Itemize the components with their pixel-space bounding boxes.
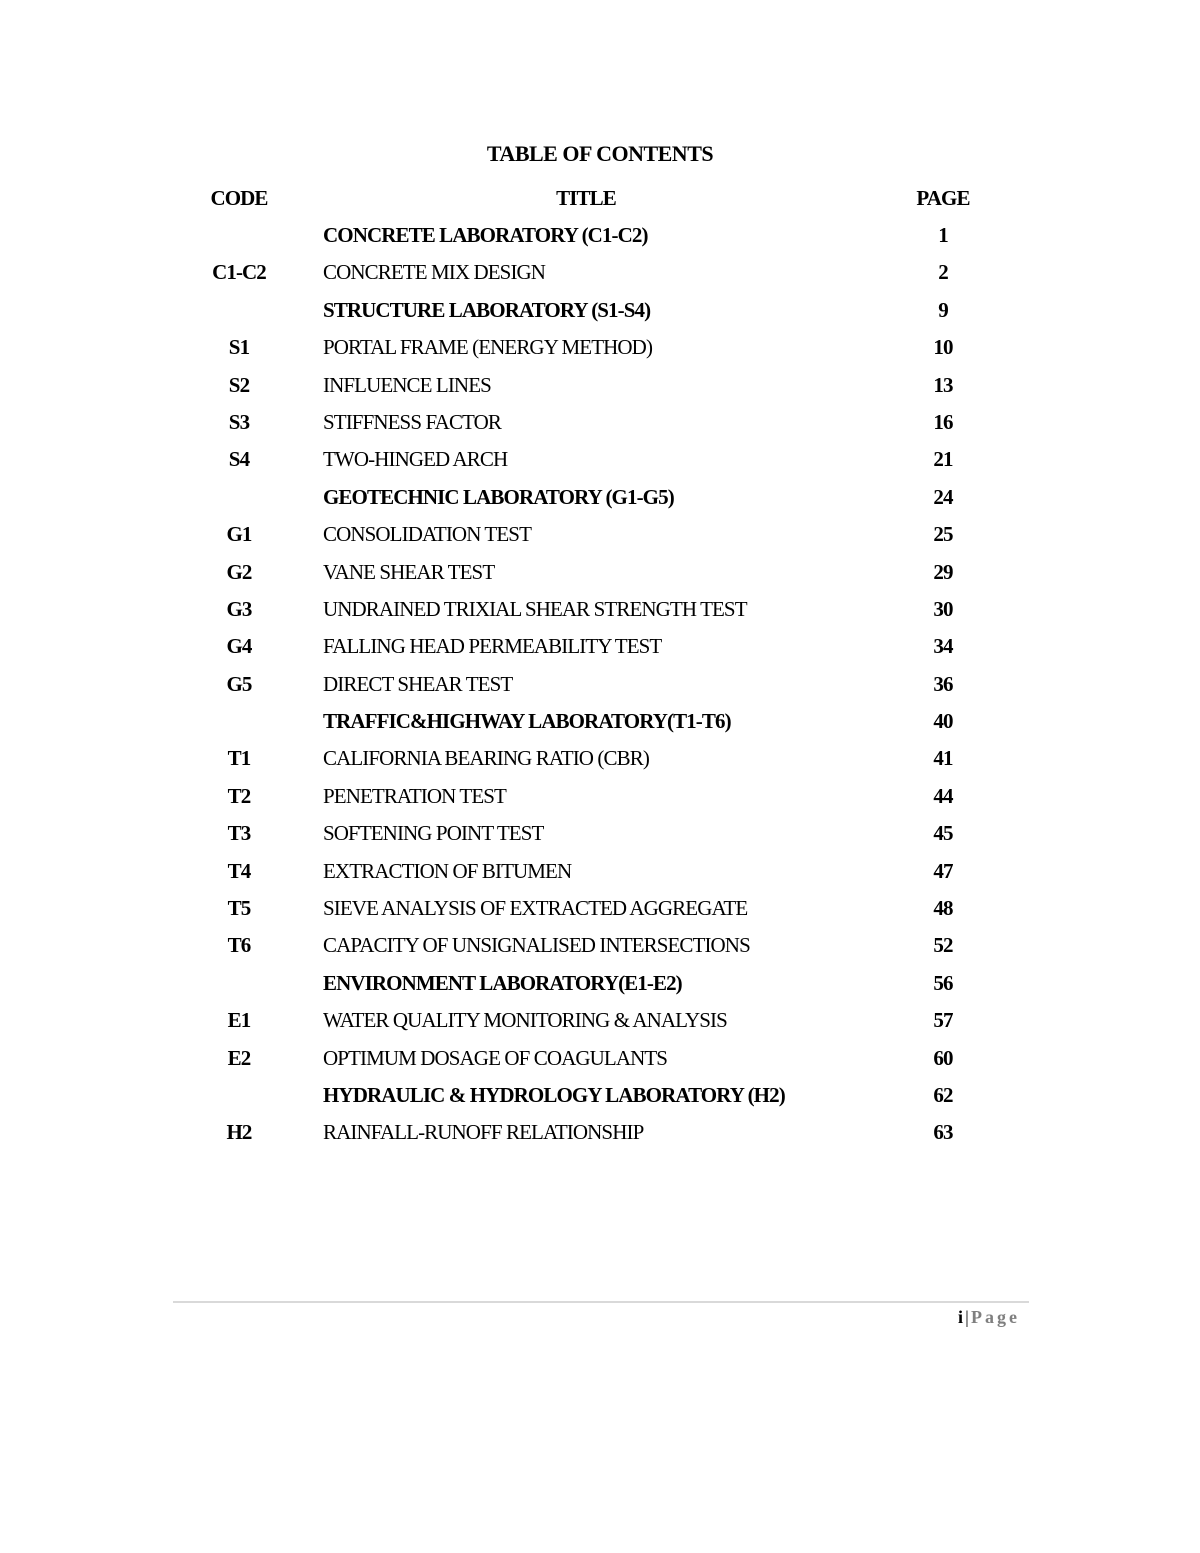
toc-title: WATER QUALITY MONITORING & ANALYSIS [323,1008,727,1033]
toc-title: INFLUENCE LINES [323,372,491,397]
toc-page-number: 36 [933,671,953,696]
toc-title: TRAFFIC&HIGHWAY LABORATORY(T1-T6) [323,709,731,734]
toc-entry-row [175,560,1025,597]
toc-header-row [175,186,1025,223]
toc-code: G2 [226,559,252,584]
toc-code: S3 [228,409,250,434]
toc-code: G5 [226,671,252,696]
toc-code: S2 [228,372,250,397]
toc-page-number: 25 [933,522,953,547]
toc-entry-row [175,522,1025,559]
toc-entry-row [175,260,1025,297]
toc-code: T6 [227,933,251,958]
toc-title: SIEVE ANALYSIS OF EXTRACTED AGGREGATE [323,896,748,921]
toc-page-number: 2 [938,260,948,285]
toc-entry-row [175,1046,1025,1083]
toc-title: HYDRAULIC & HYDROLOGY LABORATORY (H2) [323,1082,785,1107]
page-title: TABLE OF CONTENTS [486,141,714,166]
toc-code: G4 [226,634,252,659]
toc-entry-row [175,410,1025,447]
title-column-header: TITLE [556,186,616,210]
toc-title: SOFTENING POINT TEST [323,821,544,846]
toc-section-row [175,223,1025,260]
toc-title: CONSOLIDATION TEST [323,522,531,547]
toc-title: OPTIMUM DOSAGE OF COAGULANTS [323,1045,668,1070]
toc-page-number: 16 [933,409,953,434]
toc-page-number: 47 [933,858,953,883]
toc-title: STRUCTURE LABORATORY (S1-S4) [323,297,651,322]
toc-page-number: 44 [933,783,953,808]
toc-title: DIRECT SHEAR TEST [323,671,513,696]
toc-entry-row [175,447,1025,484]
toc-page-number: 62 [933,1082,953,1107]
footer-page-label: Page [971,1307,1020,1327]
toc-page-number: 34 [933,634,953,659]
toc-code: S1 [228,335,250,360]
toc-title: CALIFORNIA BEARING RATIO (CBR) [323,746,649,771]
toc-page-number: 40 [933,709,953,734]
toc-entry-row [175,335,1025,372]
toc-title: PORTAL FRAME (ENERGY METHOD) [323,335,653,360]
toc-code: S4 [228,447,250,472]
toc-page-number: 30 [933,596,953,621]
toc-code: T1 [227,746,251,771]
toc-section-row [175,709,1025,746]
toc-title: UNDRAINED TRIXIAL SHEAR STRENGTH TEST [323,596,747,621]
toc-title: CAPACITY OF UNSIGNALISED INTERSECTIONS [323,933,750,958]
toc-code: H2 [226,1120,252,1145]
toc-section-row [175,1083,1025,1120]
toc-entry-row [175,1008,1025,1045]
toc-title: PENETRATION TEST [323,783,506,808]
code-column-header: CODE [210,186,268,210]
toc-page-number: 57 [933,1008,953,1033]
toc-title: TWO-HINGED ARCH [323,447,508,472]
toc-code: T3 [227,821,251,846]
toc-page-number: 56 [933,970,953,995]
footer-divider [173,1301,1029,1303]
toc-title: ENVIRONMENT LABORATORY(E1-E2) [323,970,682,995]
footer-separator: | [965,1307,970,1327]
toc-entry-row [175,821,1025,858]
toc-code: E1 [227,1008,251,1033]
toc-title: RAINFALL-RUNOFF RELATIONSHIP [323,1120,644,1145]
toc-code: C1-C2 [212,260,266,285]
toc-page-number: 9 [938,297,948,322]
toc-page-number: 21 [933,447,953,472]
toc-entry-row [175,373,1025,410]
toc-page-number: 41 [933,746,953,771]
toc-title: CONCRETE MIX DESIGN [323,260,546,285]
toc-page-number: 24 [933,484,953,509]
toc-entry-row [175,672,1025,709]
toc-entry-row [175,746,1025,783]
page-column-header: PAGE [916,186,970,210]
toc-title: CONCRETE LABORATORY (C1-C2) [323,223,648,247]
toc-page-number: 29 [933,559,953,584]
toc-title: EXTRACTION OF BITUMEN [323,858,572,883]
toc-page-number: 45 [933,821,953,846]
toc-entry-row [175,896,1025,933]
toc-entry-row [175,1120,1025,1157]
toc-page-number: 10 [933,335,953,360]
toc-section-row [175,485,1025,522]
toc-entry-row [175,933,1025,970]
toc-page-number: 1 [938,223,948,247]
toc-entry-row [175,597,1025,634]
toc-title: FALLING HEAD PERMEABILITY TEST [323,634,662,659]
toc-title: STIFFNESS FACTOR [323,409,501,434]
toc-code: T5 [227,896,251,921]
toc-entry-row [175,634,1025,671]
toc-page-number: 60 [933,1045,953,1070]
toc-title: VANE SHEAR TEST [323,559,495,584]
toc-title: GEOTECHNIC LABORATORY (G1-G5) [323,484,674,509]
toc-page-number: 13 [933,372,953,397]
toc-page-number: 63 [933,1120,953,1145]
toc-page-number: 52 [933,933,953,958]
toc-code: T4 [227,858,251,883]
toc-section-row [175,971,1025,1008]
footer-page-number: i [958,1307,964,1327]
page-footer [958,1307,1020,1328]
toc-section-row [175,298,1025,335]
toc-code: E2 [227,1045,251,1070]
toc-rows [175,223,1025,1158]
toc-entry-row [175,784,1025,821]
toc-code: G1 [226,522,252,547]
toc-code: T2 [227,783,251,808]
toc-entry-row [175,859,1025,896]
toc-page-number: 48 [933,896,953,921]
toc-table [175,186,1025,1158]
toc-code: G3 [226,596,252,621]
